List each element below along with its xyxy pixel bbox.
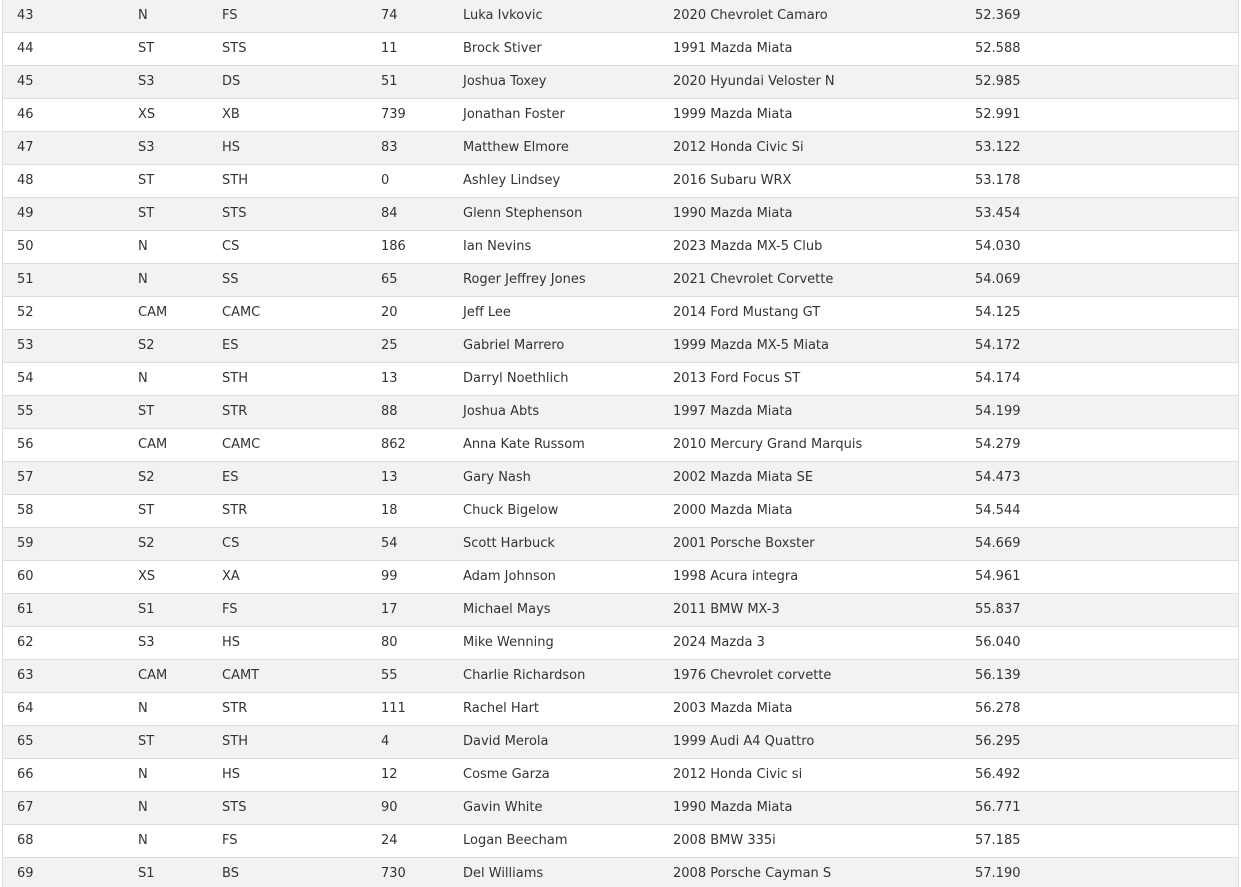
driver-name-cell: Logan Beecham	[458, 825, 668, 858]
car-number-cell: 730	[376, 858, 458, 887]
car-model-cell: 2024 Mazda 3	[668, 627, 975, 660]
group-cell: S2	[134, 330, 219, 363]
car-number-cell: 12	[376, 759, 458, 792]
time-cell: 53.122	[975, 132, 1238, 165]
time-cell: 54.544	[975, 495, 1238, 528]
driver-name-cell: Jeff Lee	[458, 297, 668, 330]
class-cell: XA	[219, 561, 376, 594]
table-row	[3, 297, 1238, 330]
car-model-cell: 1998 Acura integra	[668, 561, 975, 594]
group-cell: N	[134, 264, 219, 297]
car-number-cell: 55	[376, 660, 458, 693]
time-cell: 54.473	[975, 462, 1238, 495]
car-model-cell: 2008 BMW 335i	[668, 825, 975, 858]
position-cell: 64	[3, 693, 134, 726]
car-model-cell: 2011 BMW MX-3	[668, 594, 975, 627]
results-table-body	[3, 0, 1238, 887]
car-number-cell: 99	[376, 561, 458, 594]
table-row	[3, 264, 1238, 297]
car-number-cell: 83	[376, 132, 458, 165]
car-model-cell: 1999 Mazda Miata	[668, 99, 975, 132]
car-number-cell: 186	[376, 231, 458, 264]
car-model-cell: 1999 Audi A4 Quattro	[668, 726, 975, 759]
driver-name-cell: Glenn Stephenson	[458, 198, 668, 231]
table-row	[3, 825, 1238, 858]
driver-name-cell: Gavin White	[458, 792, 668, 825]
table-row	[3, 396, 1238, 429]
position-cell: 49	[3, 198, 134, 231]
car-model-cell: 2008 Porsche Cayman S	[668, 858, 975, 887]
time-cell: 52.985	[975, 66, 1238, 99]
car-number-cell: 24	[376, 825, 458, 858]
class-cell: FS	[219, 594, 376, 627]
group-cell: N	[134, 693, 219, 726]
group-cell: N	[134, 0, 219, 33]
position-cell: 66	[3, 759, 134, 792]
table-row	[3, 627, 1238, 660]
time-cell: 54.174	[975, 363, 1238, 396]
driver-name-cell: Ashley Lindsey	[458, 165, 668, 198]
driver-name-cell: Rachel Hart	[458, 693, 668, 726]
group-cell: S3	[134, 66, 219, 99]
car-number-cell: 65	[376, 264, 458, 297]
car-model-cell: 2002 Mazda Miata SE	[668, 462, 975, 495]
table-row	[3, 198, 1238, 231]
class-cell: STS	[219, 33, 376, 66]
table-row	[3, 33, 1238, 66]
car-model-cell: 1990 Mazda Miata	[668, 198, 975, 231]
car-number-cell: 111	[376, 693, 458, 726]
group-cell: ST	[134, 33, 219, 66]
group-cell: CAM	[134, 660, 219, 693]
group-cell: ST	[134, 495, 219, 528]
class-cell: STH	[219, 726, 376, 759]
car-model-cell: 1999 Mazda MX-5 Miata	[668, 330, 975, 363]
driver-name-cell: Roger Jeffrey Jones	[458, 264, 668, 297]
position-cell: 51	[3, 264, 134, 297]
position-cell: 67	[3, 792, 134, 825]
time-cell: 53.454	[975, 198, 1238, 231]
position-cell: 59	[3, 528, 134, 561]
group-cell: S1	[134, 594, 219, 627]
group-cell: S2	[134, 462, 219, 495]
results-table-container	[2, 0, 1239, 887]
car-number-cell: 18	[376, 495, 458, 528]
driver-name-cell: Mike Wenning	[458, 627, 668, 660]
car-number-cell: 13	[376, 363, 458, 396]
time-cell: 56.278	[975, 693, 1238, 726]
position-cell: 48	[3, 165, 134, 198]
table-row	[3, 792, 1238, 825]
class-cell: BS	[219, 858, 376, 887]
car-number-cell: 4	[376, 726, 458, 759]
time-cell: 54.669	[975, 528, 1238, 561]
class-cell: ES	[219, 462, 376, 495]
table-row	[3, 660, 1238, 693]
position-cell: 56	[3, 429, 134, 462]
group-cell: N	[134, 363, 219, 396]
table-row	[3, 165, 1238, 198]
car-model-cell: 2016 Subaru WRX	[668, 165, 975, 198]
driver-name-cell: Luka Ivkovic	[458, 0, 668, 33]
group-cell: S2	[134, 528, 219, 561]
table-row	[3, 330, 1238, 363]
time-cell: 53.178	[975, 165, 1238, 198]
time-cell: 56.295	[975, 726, 1238, 759]
car-number-cell: 11	[376, 33, 458, 66]
position-cell: 45	[3, 66, 134, 99]
table-row	[3, 462, 1238, 495]
time-cell: 54.961	[975, 561, 1238, 594]
class-cell: HS	[219, 132, 376, 165]
group-cell: S1	[134, 858, 219, 887]
car-model-cell: 2003 Mazda Miata	[668, 693, 975, 726]
time-cell: 52.991	[975, 99, 1238, 132]
car-number-cell: 88	[376, 396, 458, 429]
time-cell: 57.185	[975, 825, 1238, 858]
group-cell: CAM	[134, 429, 219, 462]
time-cell: 54.069	[975, 264, 1238, 297]
time-cell: 56.040	[975, 627, 1238, 660]
time-cell: 54.172	[975, 330, 1238, 363]
driver-name-cell: Matthew Elmore	[458, 132, 668, 165]
car-model-cell: 2021 Chevrolet Corvette	[668, 264, 975, 297]
table-row	[3, 0, 1238, 33]
time-cell: 56.492	[975, 759, 1238, 792]
driver-name-cell: Gary Nash	[458, 462, 668, 495]
car-model-cell: 1991 Mazda Miata	[668, 33, 975, 66]
position-cell: 50	[3, 231, 134, 264]
class-cell: CAMT	[219, 660, 376, 693]
driver-name-cell: Gabriel Marrero	[458, 330, 668, 363]
class-cell: CAMC	[219, 297, 376, 330]
group-cell: N	[134, 825, 219, 858]
table-row	[3, 693, 1238, 726]
car-model-cell: 1990 Mazda Miata	[668, 792, 975, 825]
group-cell: XS	[134, 99, 219, 132]
car-number-cell: 51	[376, 66, 458, 99]
class-cell: HS	[219, 627, 376, 660]
time-cell: 56.771	[975, 792, 1238, 825]
position-cell: 65	[3, 726, 134, 759]
class-cell: CAMC	[219, 429, 376, 462]
driver-name-cell: Scott Harbuck	[458, 528, 668, 561]
class-cell: STS	[219, 198, 376, 231]
position-cell: 44	[3, 33, 134, 66]
car-model-cell: 2014 Ford Mustang GT	[668, 297, 975, 330]
car-number-cell: 862	[376, 429, 458, 462]
results-table	[3, 0, 1238, 887]
driver-name-cell: Darryl Noethlich	[458, 363, 668, 396]
table-row	[3, 132, 1238, 165]
table-row	[3, 561, 1238, 594]
class-cell: STR	[219, 495, 376, 528]
class-cell: STH	[219, 165, 376, 198]
car-model-cell: 2023 Mazda MX-5 Club	[668, 231, 975, 264]
position-cell: 53	[3, 330, 134, 363]
table-row	[3, 528, 1238, 561]
car-model-cell: 1997 Mazda Miata	[668, 396, 975, 429]
driver-name-cell: Cosme Garza	[458, 759, 668, 792]
class-cell: FS	[219, 825, 376, 858]
driver-name-cell: Chuck Bigelow	[458, 495, 668, 528]
car-number-cell: 80	[376, 627, 458, 660]
position-cell: 69	[3, 858, 134, 887]
class-cell: CS	[219, 231, 376, 264]
car-number-cell: 13	[376, 462, 458, 495]
group-cell: ST	[134, 396, 219, 429]
car-number-cell: 20	[376, 297, 458, 330]
class-cell: STS	[219, 792, 376, 825]
table-row	[3, 858, 1238, 887]
driver-name-cell: Michael Mays	[458, 594, 668, 627]
driver-name-cell: Anna Kate Russom	[458, 429, 668, 462]
car-model-cell: 2020 Hyundai Veloster N	[668, 66, 975, 99]
group-cell: S3	[134, 627, 219, 660]
group-cell: ST	[134, 726, 219, 759]
class-cell: CS	[219, 528, 376, 561]
time-cell: 57.190	[975, 858, 1238, 887]
group-cell: N	[134, 792, 219, 825]
position-cell: 46	[3, 99, 134, 132]
time-cell: 54.125	[975, 297, 1238, 330]
car-model-cell: 1976 Chevrolet corvette	[668, 660, 975, 693]
class-cell: HS	[219, 759, 376, 792]
car-number-cell: 90	[376, 792, 458, 825]
driver-name-cell: Joshua Abts	[458, 396, 668, 429]
position-cell: 52	[3, 297, 134, 330]
table-row	[3, 726, 1238, 759]
driver-name-cell: Jonathan Foster	[458, 99, 668, 132]
table-row	[3, 99, 1238, 132]
class-cell: STR	[219, 693, 376, 726]
car-model-cell: 2020 Chevrolet Camaro	[668, 0, 975, 33]
car-number-cell: 0	[376, 165, 458, 198]
position-cell: 54	[3, 363, 134, 396]
position-cell: 68	[3, 825, 134, 858]
table-row	[3, 759, 1238, 792]
car-model-cell: 2000 Mazda Miata	[668, 495, 975, 528]
time-cell: 54.199	[975, 396, 1238, 429]
class-cell: ES	[219, 330, 376, 363]
time-cell: 54.279	[975, 429, 1238, 462]
driver-name-cell: Joshua Toxey	[458, 66, 668, 99]
class-cell: XB	[219, 99, 376, 132]
time-cell: 56.139	[975, 660, 1238, 693]
group-cell: S3	[134, 132, 219, 165]
position-cell: 58	[3, 495, 134, 528]
group-cell: ST	[134, 165, 219, 198]
position-cell: 43	[3, 0, 134, 33]
position-cell: 55	[3, 396, 134, 429]
group-cell: XS	[134, 561, 219, 594]
table-row	[3, 429, 1238, 462]
position-cell: 60	[3, 561, 134, 594]
driver-name-cell: David Merola	[458, 726, 668, 759]
driver-name-cell: Adam Johnson	[458, 561, 668, 594]
car-number-cell: 17	[376, 594, 458, 627]
class-cell: DS	[219, 66, 376, 99]
car-model-cell: 2013 Ford Focus ST	[668, 363, 975, 396]
car-number-cell: 25	[376, 330, 458, 363]
position-cell: 57	[3, 462, 134, 495]
group-cell: ST	[134, 198, 219, 231]
car-number-cell: 74	[376, 0, 458, 33]
position-cell: 47	[3, 132, 134, 165]
car-model-cell: 2012 Honda Civic si	[668, 759, 975, 792]
driver-name-cell: Charlie Richardson	[458, 660, 668, 693]
driver-name-cell: Ian Nevins	[458, 231, 668, 264]
table-row	[3, 231, 1238, 264]
position-cell: 63	[3, 660, 134, 693]
position-cell: 61	[3, 594, 134, 627]
car-model-cell: 2012 Honda Civic Si	[668, 132, 975, 165]
time-cell: 55.837	[975, 594, 1238, 627]
table-row	[3, 594, 1238, 627]
car-number-cell: 84	[376, 198, 458, 231]
time-cell: 52.588	[975, 33, 1238, 66]
group-cell: N	[134, 231, 219, 264]
driver-name-cell: Del Williams	[458, 858, 668, 887]
class-cell: SS	[219, 264, 376, 297]
group-cell: CAM	[134, 297, 219, 330]
driver-name-cell: Brock Stiver	[458, 33, 668, 66]
car-model-cell: 2010 Mercury Grand Marquis	[668, 429, 975, 462]
car-number-cell: 739	[376, 99, 458, 132]
class-cell: FS	[219, 0, 376, 33]
car-number-cell: 54	[376, 528, 458, 561]
position-cell: 62	[3, 627, 134, 660]
group-cell: N	[134, 759, 219, 792]
car-model-cell: 2001 Porsche Boxster	[668, 528, 975, 561]
table-row	[3, 495, 1238, 528]
class-cell: STH	[219, 363, 376, 396]
class-cell: STR	[219, 396, 376, 429]
table-row	[3, 66, 1238, 99]
time-cell: 54.030	[975, 231, 1238, 264]
table-row	[3, 363, 1238, 396]
time-cell: 52.369	[975, 0, 1238, 33]
